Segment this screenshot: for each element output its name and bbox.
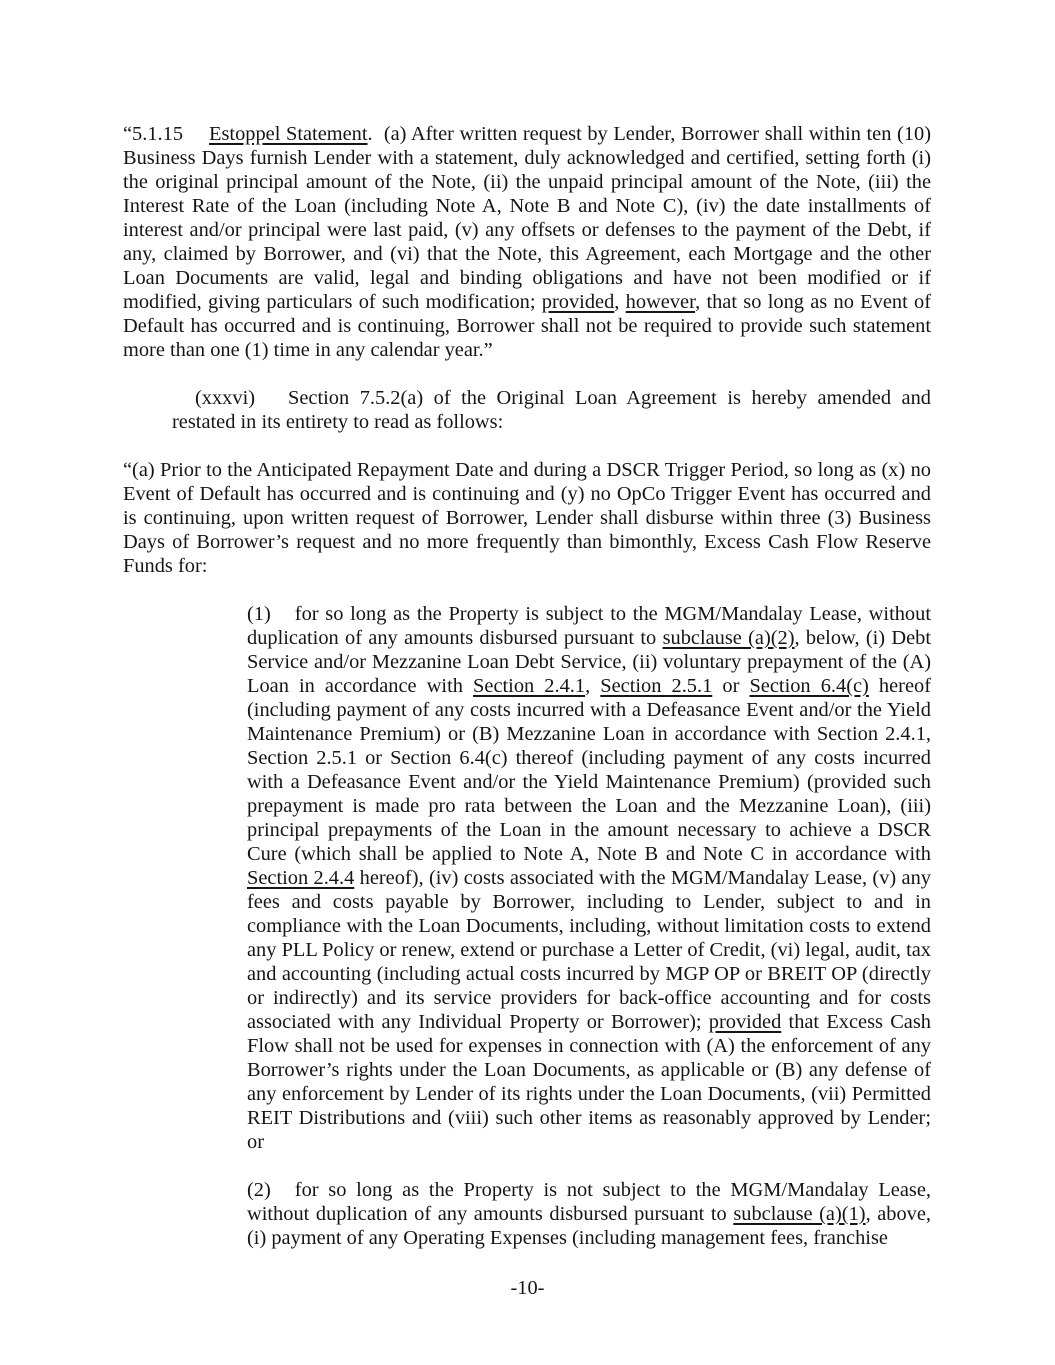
text-run: , bbox=[614, 291, 626, 313]
text-run: for so long as the Property is not subject to the MGM/Mandalay Lease, without duplication of any amounts disbursed pursuant to bbox=[247, 1179, 931, 1225]
text-run: Section 7.5.2(a) of the Original Loan Agreement is hereby amended and restated in its entirety to read as follows: bbox=[172, 387, 931, 433]
underlined-text: Section 2.5.1 bbox=[600, 675, 713, 697]
text-run: or bbox=[712, 675, 750, 697]
text-run: “(a) Prior to the Anticipated Repayment Date and during a DSCR Trigger Period, so long as (x) no Event of Default has occurred and is continuing and (y) no OpCo Trigger Event has occurred and is continuing, upon written request of Borrower, Lender shall disburse within three (3) Business Days of Borrower’s request and no more frequently than bimonthly, Excess Cash Flow Reserve Funds for: bbox=[123, 459, 931, 577]
underlined-text: Section 2.4.4 bbox=[247, 867, 355, 889]
text-run: for so long as the Property is subject to the MGM/Mandalay Lease, without duplication of any amounts disbursed pursuant to bbox=[247, 603, 931, 649]
text-run: , that so long as no Event of Default has occurred and is continuing, Borrower shall not be required to provide such statement more than one (1) time in any calendar year.” bbox=[123, 291, 932, 361]
paragraph-a-excess-cash-flow bbox=[123, 458, 931, 578]
underlined-text: Section 6.4(c) bbox=[749, 675, 869, 697]
text-run: , bbox=[585, 675, 601, 697]
underlined-text: Section 2.4.1 bbox=[473, 675, 586, 697]
text-run: , above, (i) payment of any Operating Expenses (including management fees, franchise bbox=[247, 1203, 932, 1249]
amendment-clause-xxxvi-marker: (xxxvi) bbox=[195, 387, 256, 409]
text-run: , below, (i) Debt Service and/or Mezzanine Loan Debt Service, (ii) voluntary prepayment of the (A) Loan in accordance with bbox=[247, 627, 932, 697]
text-run: that Excess Cash Flow shall not be used for expenses in connection with (A) the enforcement of any Borrower’s rights under the Loan Documents, as applicable or (B) any defense of any enforcement by Lender of its rights under the Loan Documents, (vii) Permitted REIT Distributions and (viii) such other items as reasonably approved by Lender; or bbox=[247, 1011, 931, 1153]
list-item-2 bbox=[247, 1178, 931, 1250]
text-run: hereof (including payment of any costs incurred with a Defeasance Event and/or the Yield Maintenance Premium) or (B) Mezzanine Loan in accordance with Section 2.4.1, Section 2.5.1 or Section 6.4(c) thereof (including payment of any costs incurred with a Defeasance Event and/or the Yield Maintenance Premium) (provided such prepayment is made pro rata between the Loan and the Mezzanine Loan), (iii) principal prepayments of the Loan in the amount necessary to achieve a DSCR Cure (which shall be applied to Note A, Note B and Note C in accordance with bbox=[247, 675, 932, 865]
text-run: hereof), (iv) costs associated with the MGM/Mandalay Lease, (v) any fees and costs payable by Borrower, including to Lender, subject to and in compliance with the Loan Documents, including, without limitation costs to extend any PLL Policy or renew, extend or purchase a Letter of Credit, (vi) legal, audit, tax and accounting (including actual costs incurred by MGP OP or BREIT OP (directly or indirectly) and its service providers for back-office accounting and for costs associated with any Individual Property or Borrower); bbox=[247, 867, 931, 1033]
list-item-1 bbox=[247, 602, 931, 1154]
underlined-text: subclause (a)(2) bbox=[662, 627, 795, 649]
text-run: . (a) After written request by Lender, Borrower shall within ten (10) Business Days furnish Lender with a statement, duly acknowledged and certified, setting forth (i) the original principal amount of the Note, (ii) the unpaid principal amount of the Note, (iii) the Interest Rate of the Loan (including Note A, Note B and Note C), (iv) the date installments of interest and/or principal were last paid, (v) any offsets or defenses to the payment of the Debt, if any, claimed by Borrower, and (vi) that the Note, this Agreement, each Mortgage and the other Loan Documents are valid, legal and binding obligations and have not been modified or if modified, giving particulars of such modification; bbox=[123, 123, 931, 313]
underlined-text: provided bbox=[541, 291, 615, 313]
underlined-text: however bbox=[625, 291, 696, 313]
list-item-2-marker: (2) bbox=[247, 1179, 271, 1201]
page-number: -10- bbox=[510, 1277, 545, 1299]
content bbox=[123, 122, 931, 1274]
paragraph-estoppel-statement bbox=[123, 122, 931, 362]
list-item-1-marker: (1) bbox=[247, 603, 271, 625]
paragraph-estoppel-statement-marker: “5.1.15 bbox=[123, 123, 184, 145]
amendment-clause-xxxvi bbox=[172, 386, 931, 434]
underlined-text: subclause (a)(1) bbox=[733, 1203, 866, 1225]
page-footer bbox=[0, 1276, 1055, 1300]
underlined-text: Estoppel Statement bbox=[209, 123, 368, 145]
underlined-text: provided bbox=[708, 1011, 782, 1033]
